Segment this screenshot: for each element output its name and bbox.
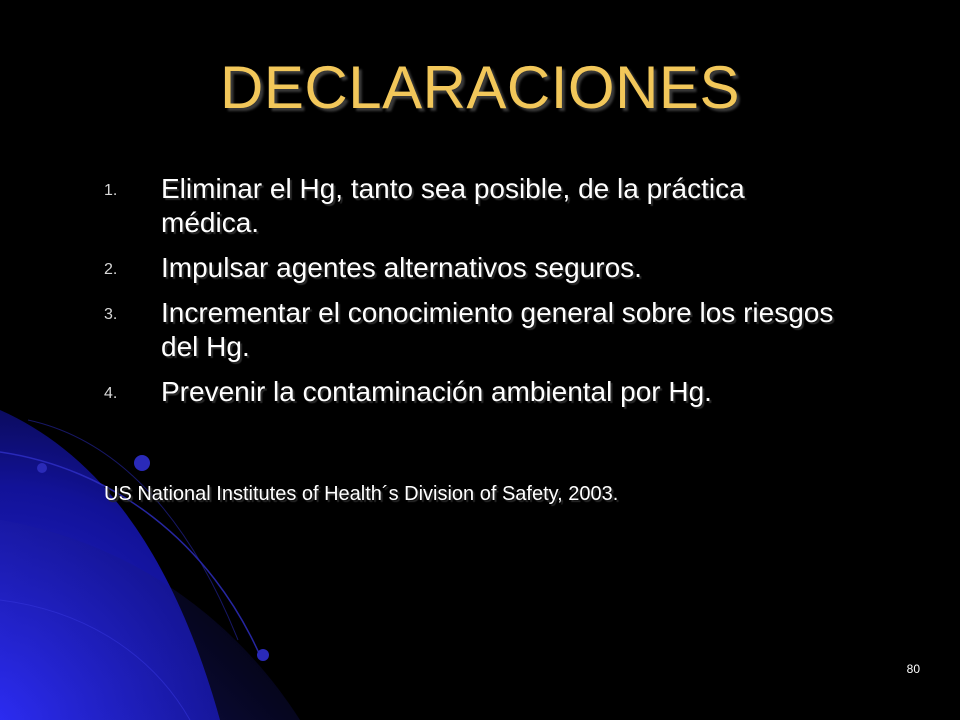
source-citation: US National Institutes of Health´s Division of Safety, 2003.	[104, 483, 619, 505]
list-item	[104, 296, 844, 364]
list-item-text: Prevenir la contaminación ambiental por Hg.	[161, 376, 712, 407]
list-item-number: 2.	[104, 261, 118, 278]
list-item-text: Incrementar el conocimiento general sobre los riesgos del Hg.	[161, 297, 834, 362]
list-item-text: Impulsar agentes alternativos seguros.	[161, 252, 642, 283]
numbered-list	[104, 172, 844, 420]
decorative-dot	[257, 649, 269, 661]
slide-title: DECLARACIONES	[220, 54, 740, 121]
decorative-dot	[134, 455, 150, 471]
list-item-text: Eliminar el Hg, tanto sea posible, de la práctica médica.	[161, 173, 745, 238]
list-item	[104, 172, 844, 240]
list-item-number: 3.	[104, 306, 118, 323]
decorative-dot	[37, 463, 47, 473]
list-item	[104, 251, 844, 285]
page-number: 80	[906, 662, 920, 676]
list-item-number: 4.	[104, 385, 118, 402]
list-item-number: 1.	[104, 182, 118, 199]
list-item	[104, 375, 844, 409]
